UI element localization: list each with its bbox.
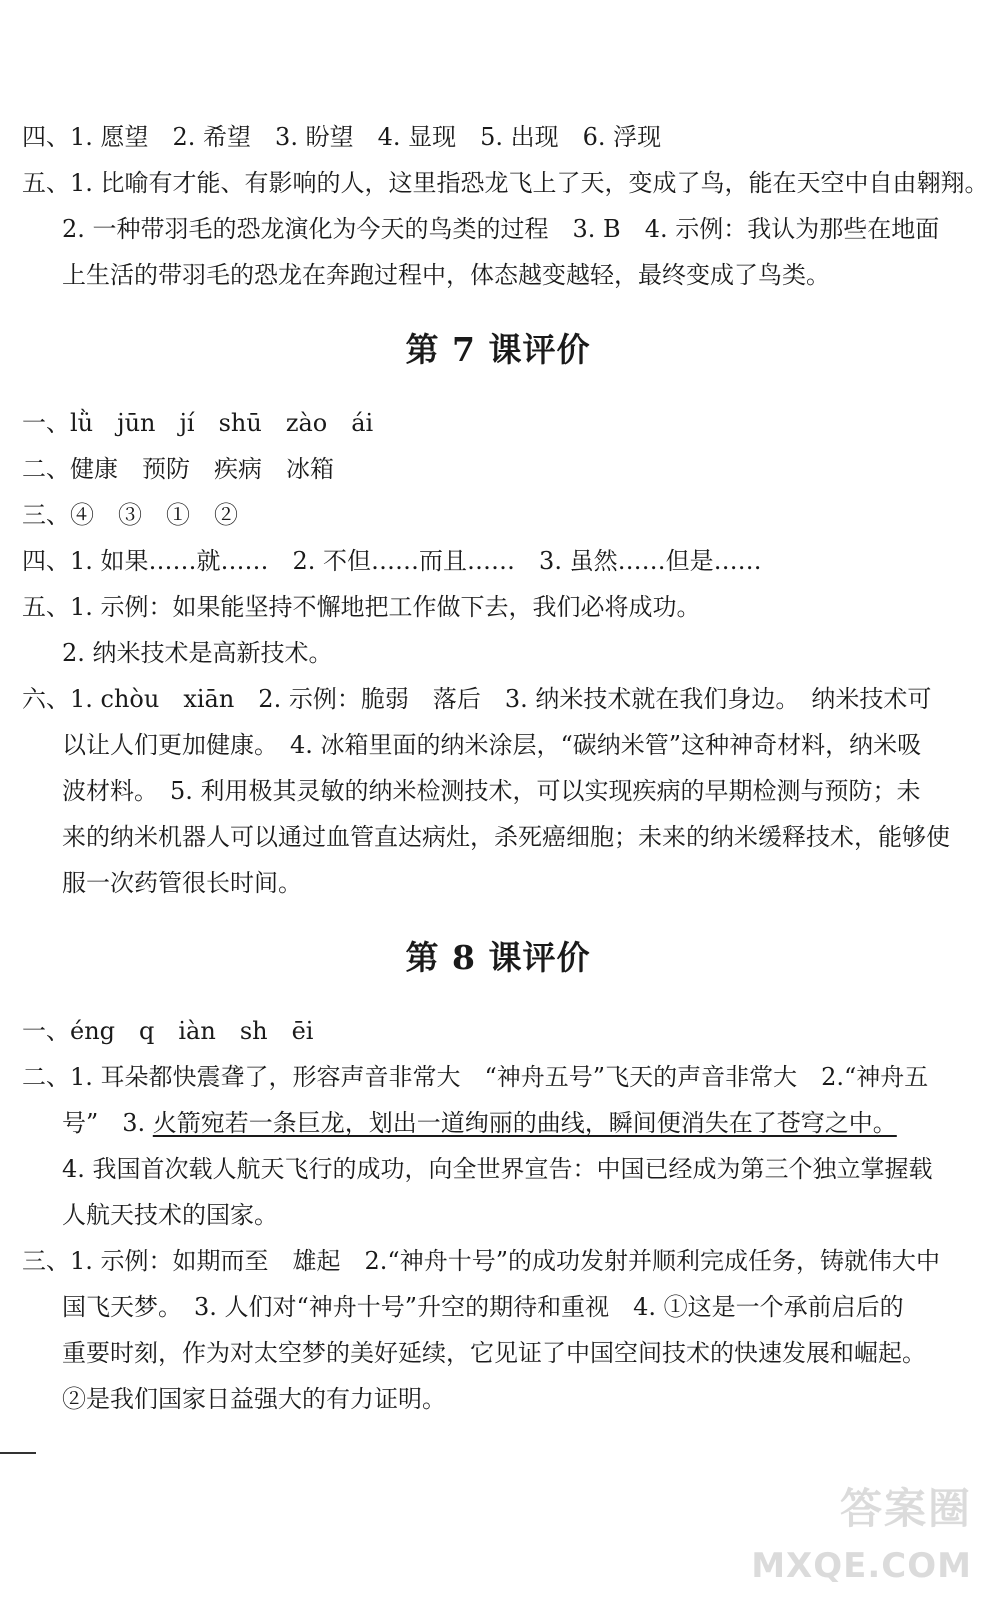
- answer-line: 重要时刻，作为对太空梦的美好延续，它见证了中国空间技术的快速发展和崛起。: [62, 1339, 926, 1367]
- answer-line: 三、1. 示例：如期而至 雄起 2.“神舟十号”的成功发射并顺利完成任务，铸就伟大中: [22, 1247, 940, 1275]
- underlined-sentence: 火箭宛若一条巨龙，划出一道绚丽的曲线，瞬间便消失在了苍穹之中。: [152, 1109, 897, 1137]
- answer-line: 2. 一种带羽毛的恐龙演化为今天的鸟类的过程 3. B 4. 示例：我认为那些在地面: [62, 215, 940, 243]
- answer-prefix: 号” 3.: [62, 1109, 153, 1137]
- watermark-logo: [751, 1476, 972, 1586]
- answer-line: 一、éng q iàn sh ēi: [22, 1017, 314, 1045]
- answer-line: 五、1. 比喻有才能、有影响的人，这里指恐龙飞上了天，变成了鸟，能在天空中自由翱翔。: [22, 169, 989, 197]
- answer-line: 三、④ ③ ① ②: [22, 501, 238, 529]
- answer-line: 国飞天梦。 3. 人们对“神舟十号”升空的期待和重视 4. ①这是一个承前启后的: [62, 1293, 904, 1321]
- answer-line: 一、lǜ jūn jí shū zào ái: [22, 409, 374, 437]
- section-title: 第 7 课评价: [405, 330, 591, 369]
- answer-line: 上生活的带羽毛的恐龙在奔跑过程中，体态越变越轻，最终变成了鸟类。: [62, 261, 830, 289]
- section-title: 第 8 课评价: [405, 938, 591, 977]
- answer-line: 波材料。 5. 利用极其灵敏的纳米检测技术，可以实现疾病的早期检测与预防；未: [62, 777, 921, 805]
- answer-line: 二、健康 预防 疾病 冰箱: [22, 455, 334, 483]
- footer-rule: [0, 1452, 36, 1454]
- watermark-url: MXQE.COM: [751, 1546, 972, 1586]
- answer-line: ②是我们国家日益强大的有力证明。: [62, 1385, 446, 1413]
- answer-line: 以让人们更加健康。 4. 冰箱里面的纳米涂层，“碳纳米管”这种神奇材料，纳米吸: [62, 731, 922, 759]
- answer-line: 二、1. 耳朵都快震聋了，形容声音非常大 “神舟五号”飞天的声音非常大 2.“神舟五: [22, 1063, 929, 1091]
- answer-line: 四、1. 如果……就…… 2. 不但……而且…… 3. 虽然……但是……: [22, 547, 762, 575]
- watermark-title: 答案圈: [839, 1484, 972, 1533]
- answer-line: 四、1. 愿望 2. 希望 3. 盼望 4. 显现 5. 出现 6. 浮现: [22, 123, 662, 151]
- answer-line: 来的纳米机器人可以通过血管直达病灶，杀死癌细胞；未来的纳米缓释技术，能够使: [62, 823, 950, 851]
- answer-line: 2. 纳米技术是高新技术。: [62, 639, 333, 667]
- answer-line: 4. 我国首次载人航天飞行的成功，向全世界宣告：中国已经成为第三个独立掌握载: [62, 1155, 933, 1183]
- answer-line: [62, 1108, 976, 1138]
- answer-line: 五、1. 示例：如果能坚持不懈地把工作做下去，我们必将成功。: [22, 593, 701, 621]
- answer-line: 服一次药管很长时间。: [62, 869, 302, 897]
- answer-line: 六、1. chòu xiān 2. 示例：脆弱 落后 3. 纳米技术就在我们身边。 纳米技术可: [22, 685, 932, 713]
- answer-line: 人航天技术的国家。: [62, 1201, 278, 1229]
